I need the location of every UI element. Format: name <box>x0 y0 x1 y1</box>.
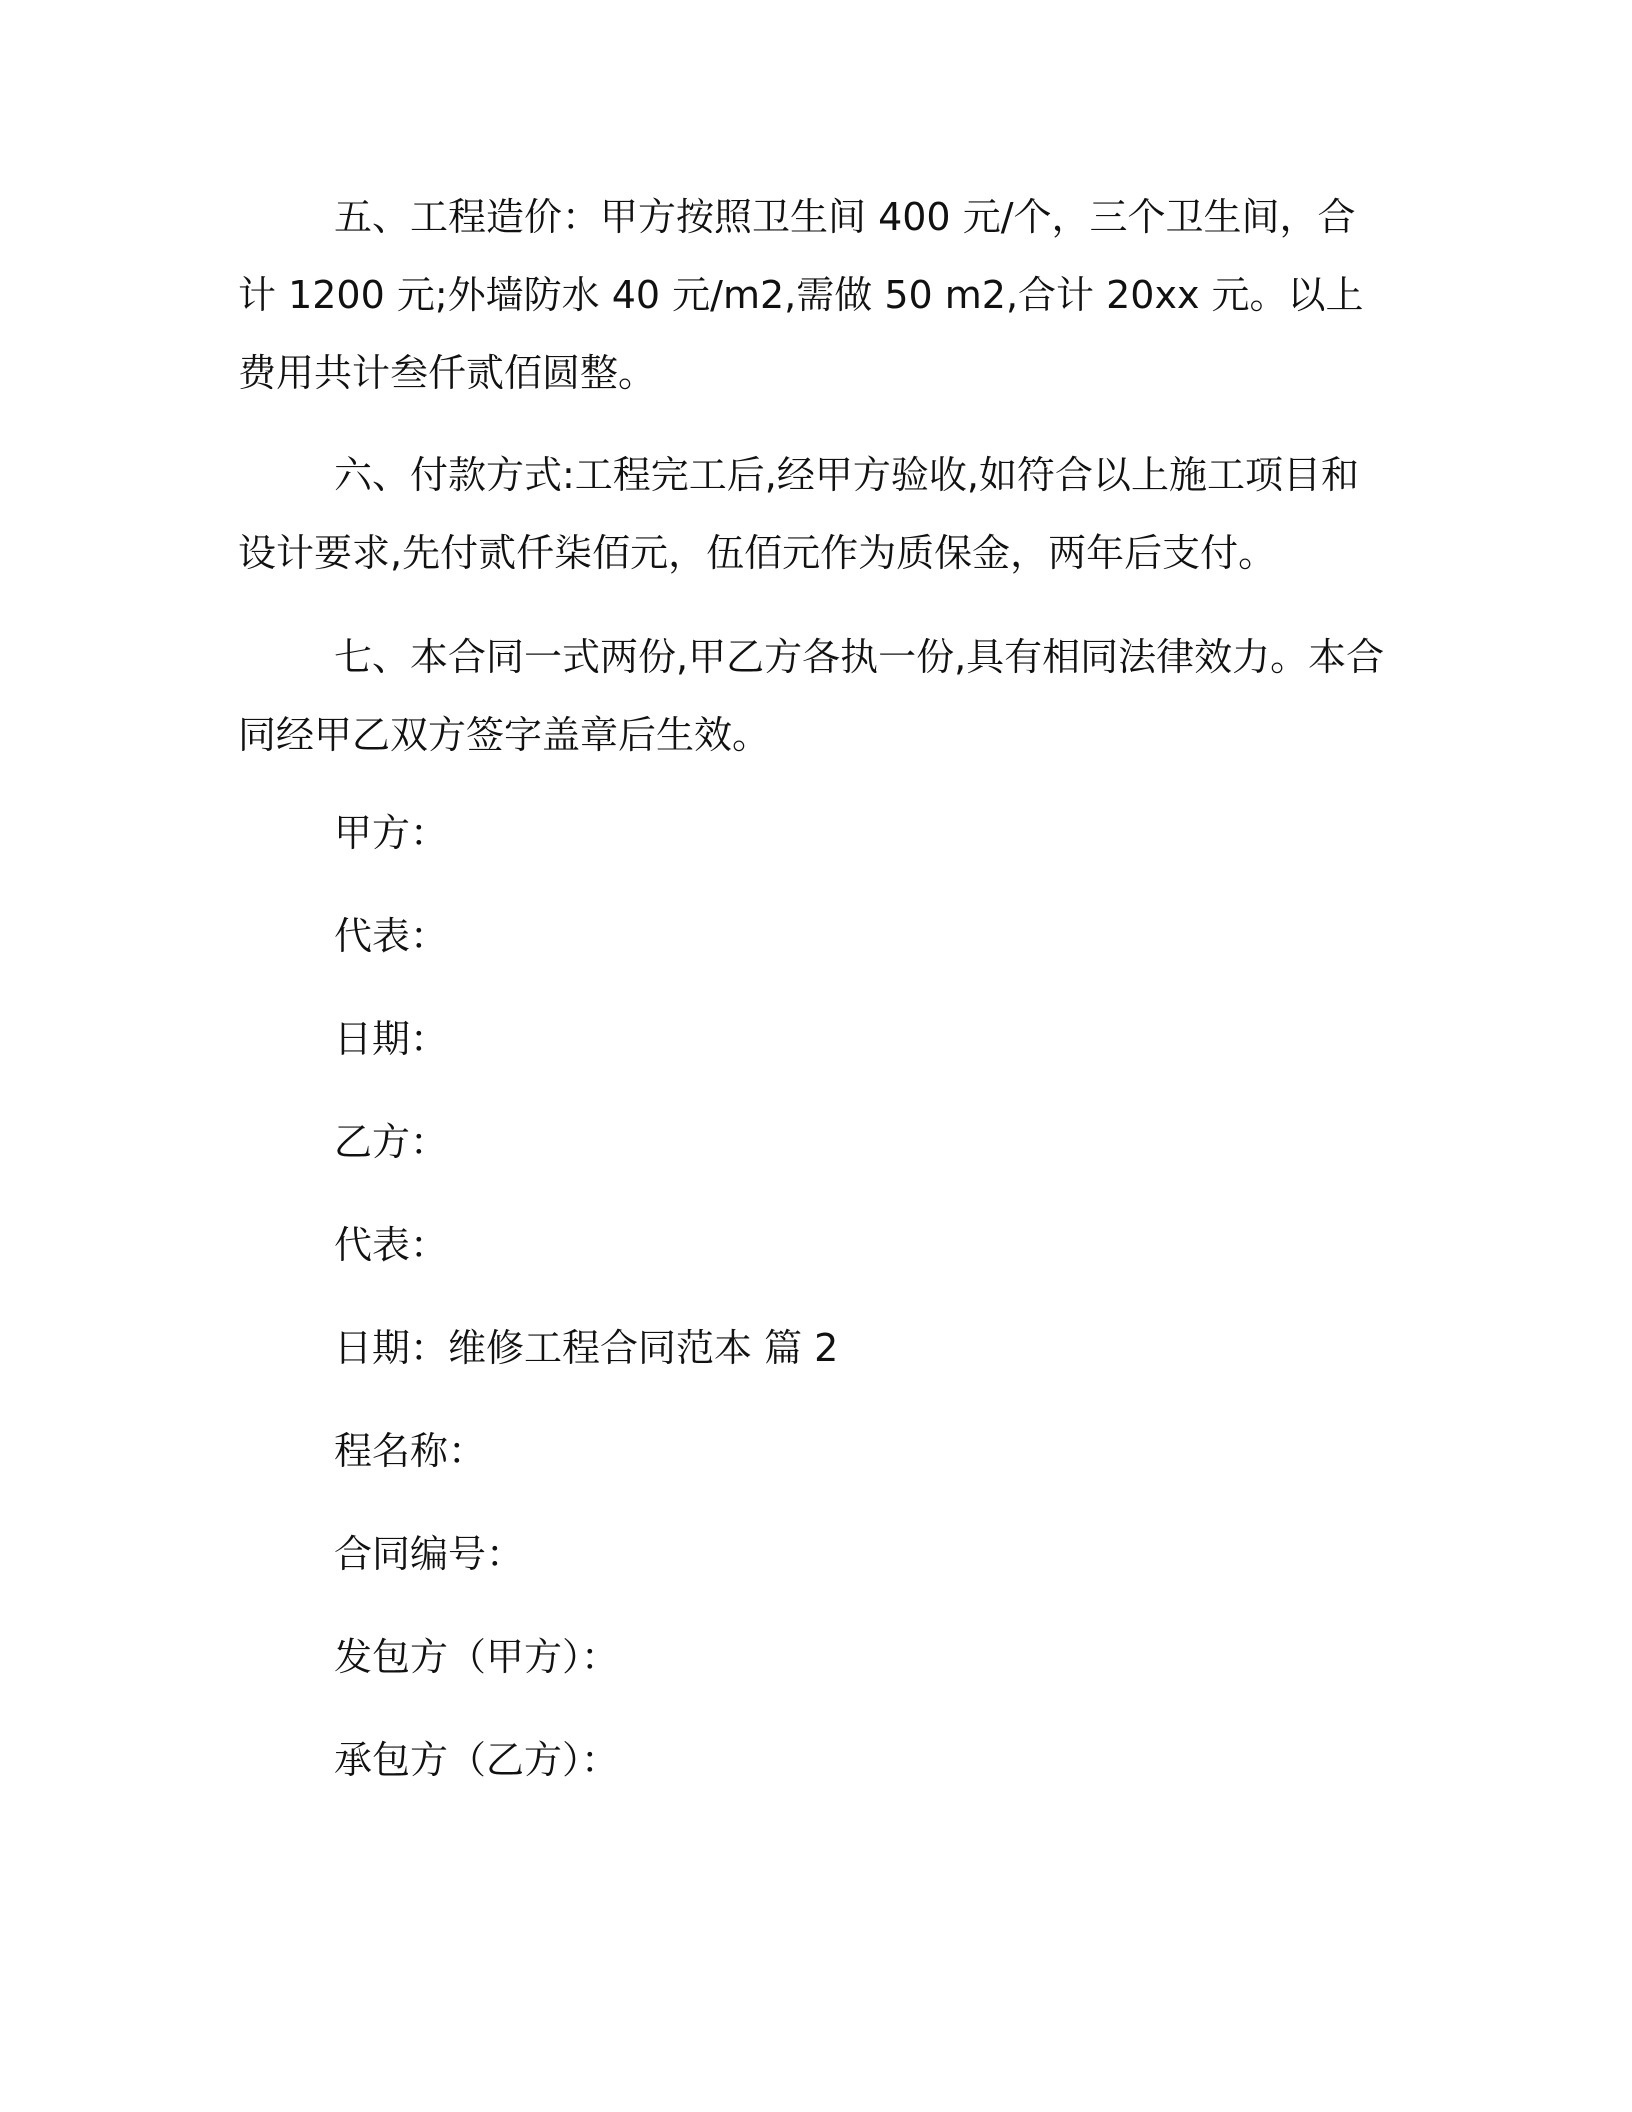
clause-6-paragraph: 六、付款方式:工程完工后,经甲方验收,如符合以上施工项目和设计要求,先付贰仟柒佰元，伍佰元作为质保金，两年后支付。 <box>238 453 1359 575</box>
party-a-label: 甲方： <box>334 811 449 855</box>
employer-label: 发包方（甲方）： <box>334 1635 620 1679</box>
party-b-representative-label: 代表： <box>334 1223 449 1267</box>
date-and-section-title: 日期：维修工程合同范本 篇 2 <box>334 1326 839 1370</box>
contract-number-label: 合同编号： <box>334 1532 525 1576</box>
project-name-label: 程名称： <box>334 1429 487 1473</box>
contractor-label: 承包方（乙方）： <box>334 1738 620 1782</box>
clause-5-paragraph: 五、工程造价：甲方按照卫生间 400 元/个，三个卫生间，合计 1200 元;外墙防水 40 元/m2,需做 50 m2,合计 20xx 元。以上费用共计叁仟贰佰圆整。 <box>238 195 1364 395</box>
clause-7-paragraph: 七、本合同一式两份,甲乙方各执一份,具有相同法律效力。本合同经甲乙双方签字盖章后生效。 <box>238 635 1385 757</box>
party-a-representative-label: 代表： <box>334 914 449 958</box>
party-b-label: 乙方： <box>334 1120 449 1164</box>
party-a-date-label: 日期： <box>334 1017 449 1061</box>
